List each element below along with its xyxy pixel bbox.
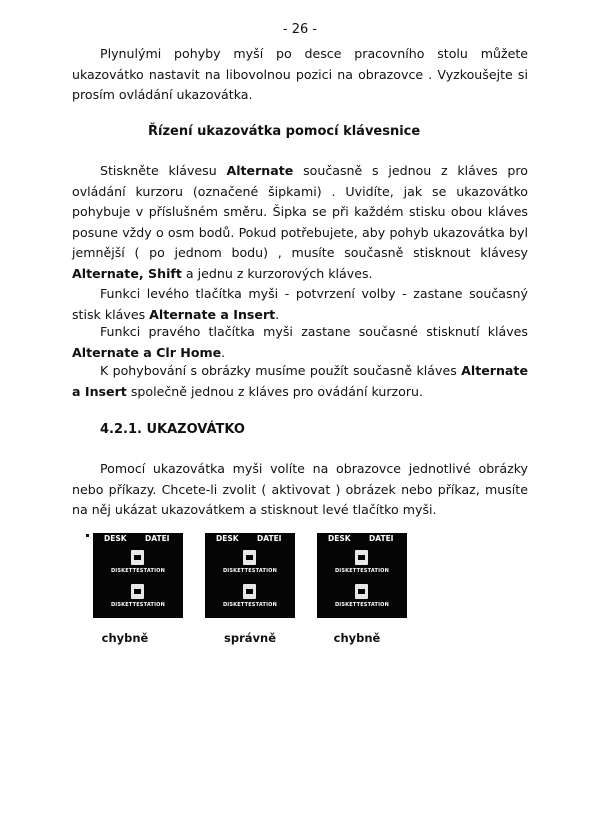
intro-paragraph bbox=[72, 44, 528, 106]
right-button-paragraph bbox=[72, 322, 528, 363]
text-run: Funkci levého tlačítka myši - potvrzení volby - zastane současný stisk kláves bbox=[72, 286, 528, 322]
menu-desk: DESK bbox=[328, 534, 351, 543]
keyboard-paragraph bbox=[72, 161, 528, 285]
intro-text: Plynulými pohyby myší po desce pracovního stolu můžete ukazovátko nastavit na libovolnou pozici na obrazovce . Vyzkoušejte si prosím ovládání ukazovátka. bbox=[72, 46, 528, 103]
move-images-paragraph bbox=[72, 361, 528, 402]
key-name: Alternate, Shift bbox=[72, 265, 182, 281]
icon-label: DISKETTESTATION bbox=[222, 568, 278, 574]
icon-label: DISKETTESTATION bbox=[110, 568, 166, 574]
figure-caption: chybně bbox=[101, 631, 149, 645]
menu-dates: DATEI bbox=[145, 534, 170, 543]
section-heading-keyboard: Řízení ukazovátka pomocí klávesnice bbox=[148, 124, 421, 139]
page-number: - 26 - bbox=[282, 22, 318, 37]
figure-caption: správně bbox=[224, 631, 276, 645]
key-name: Alternate a Clr Home bbox=[72, 344, 222, 360]
menu-desk: DESK bbox=[104, 534, 127, 543]
text-run: současně s jednou z kláves pro ovládání kurzoru (označené šipkami) . Uvidíte, jak se ukazovátko pohybuje v příslušném směru. Šipka se při každém stisku obou kláves posune vždy o osm bodů. Pokud potřebujete, aby pohyb ukazovátka byl jemnější ( po jednom bodu) , musíte současně stisknout klávesy bbox=[72, 163, 528, 261]
disk-drive-icon bbox=[211, 581, 289, 613]
text-run: společně jednou z kláves pro ovádání kurzoru. bbox=[126, 383, 423, 399]
text-run: Funkci pravého tlačítka myši zastane současné stisknutí kláves bbox=[100, 324, 528, 339]
menu-desk: DESK bbox=[216, 534, 239, 543]
menu-dates: DATEI bbox=[257, 534, 282, 543]
text-run: K pohybování s obrázky musíme použít současně kláves bbox=[100, 363, 462, 378]
text-run: a jednu z kurzorových kláves. bbox=[181, 265, 373, 281]
figure-correct bbox=[205, 533, 295, 618]
disk-drive-icon bbox=[211, 547, 289, 579]
icon-label: DISKETTESTATION bbox=[222, 602, 278, 608]
pointer-text: Pomocí ukazovátka myši volíte na obrazovce jednotlivé obrázky nebo příkazy. Chcete-li zvolit ( aktivovat ) obrázek nebo příkaz, musíte na něj ukázat ukazovátkem a stisknout levé tlačítko myši. bbox=[72, 461, 528, 518]
key-name: Alternate a Insert bbox=[149, 306, 276, 322]
icon-label: DISKETTESTATION bbox=[334, 568, 390, 574]
pointer-mark bbox=[86, 534, 89, 537]
icon-label: DISKETTESTATION bbox=[334, 602, 390, 608]
pointer-paragraph bbox=[72, 459, 528, 521]
section-heading-pointer: 4.2.1. UKAZOVÁTKO bbox=[100, 422, 245, 437]
icon-label: DISKETTESTATION bbox=[110, 602, 166, 608]
key-name: Alternate bbox=[226, 163, 294, 178]
text-run: . bbox=[221, 344, 226, 360]
left-button-paragraph bbox=[72, 284, 528, 325]
figure-wrong-2 bbox=[317, 533, 407, 618]
figure-wrong-1 bbox=[93, 533, 183, 618]
text-run: . bbox=[275, 306, 280, 322]
figure-caption: chybně bbox=[333, 631, 381, 645]
disk-drive-icon bbox=[323, 547, 401, 579]
disk-drive-icon bbox=[99, 581, 177, 613]
text-run: Stiskněte klávesu bbox=[100, 163, 227, 178]
menu-dates: DATEI bbox=[369, 534, 394, 543]
disk-drive-icon bbox=[99, 547, 177, 579]
key-name: Alternate a Insert bbox=[72, 363, 528, 399]
disk-drive-icon bbox=[323, 581, 401, 613]
